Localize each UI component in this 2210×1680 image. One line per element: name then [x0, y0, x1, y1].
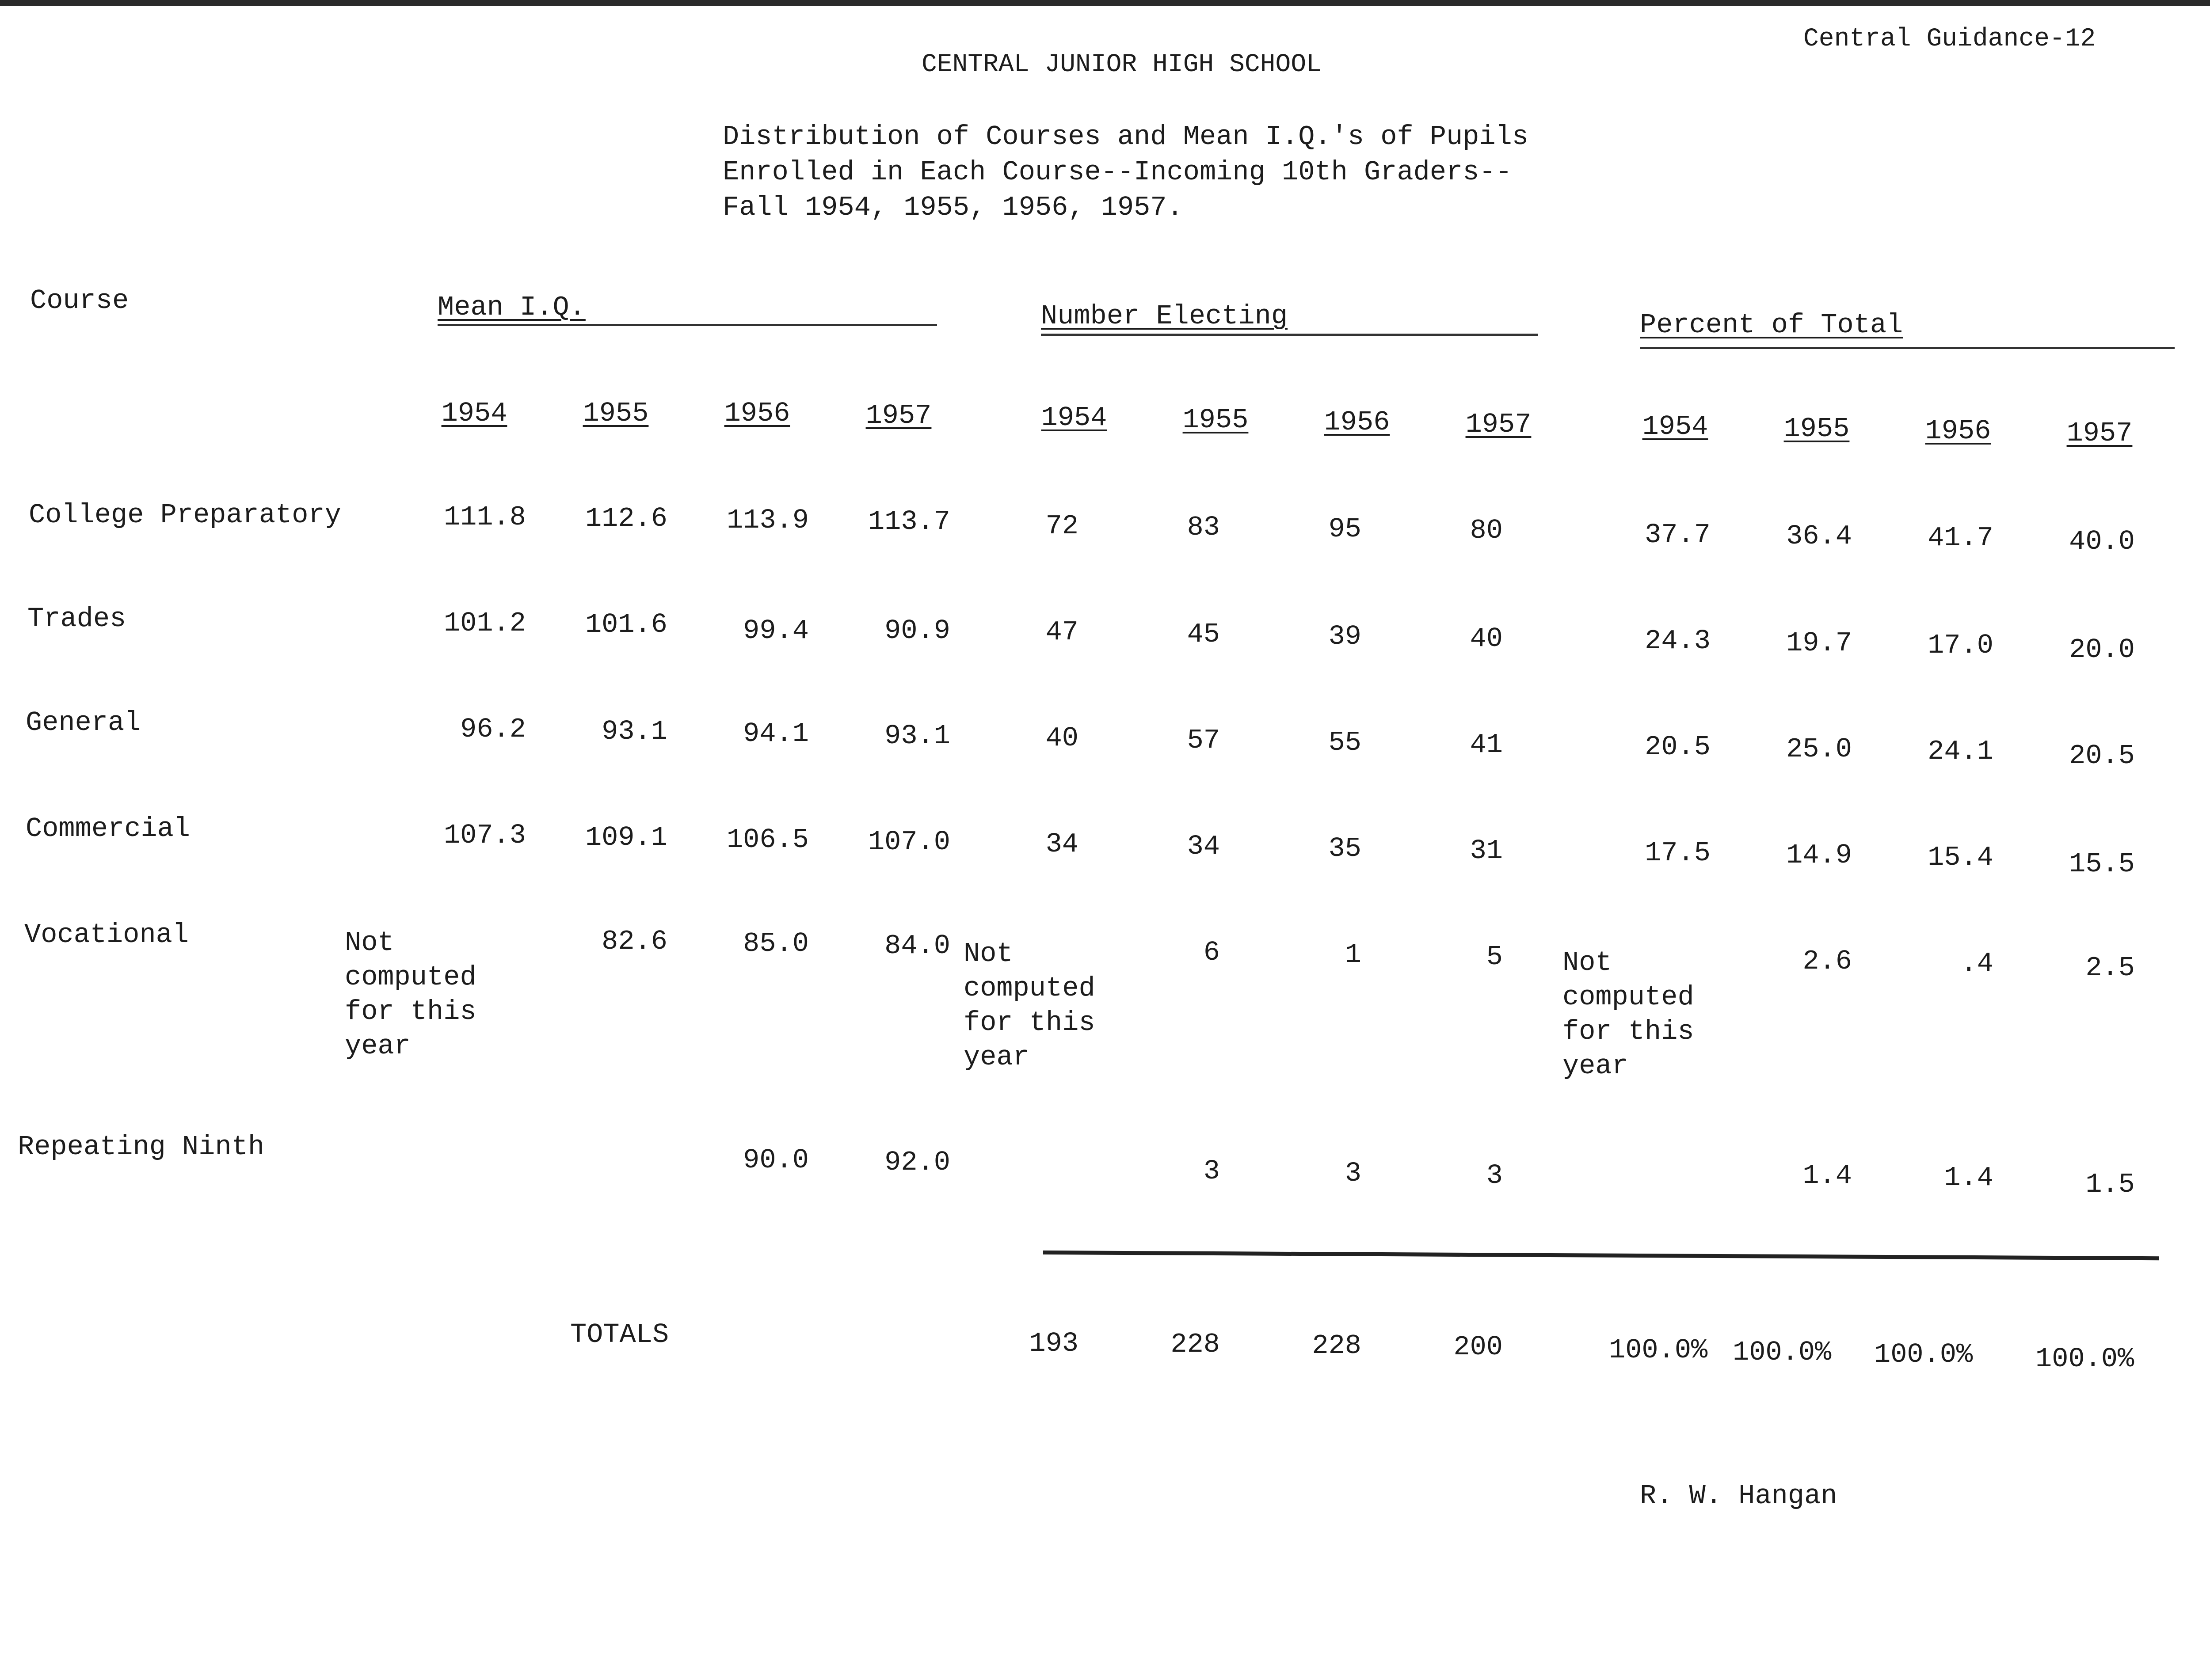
pct-cell: 41.7: [1928, 522, 1993, 554]
num-cell: 72: [1045, 510, 1078, 542]
iq-cell: 113.7: [868, 506, 950, 537]
iq-cell: 90.0: [743, 1144, 809, 1176]
pct-cell: 17.0: [1928, 630, 1993, 661]
pct-cell: 2.5: [2085, 952, 2135, 984]
num-cell: 31: [1470, 835, 1503, 867]
iq-cell: 90.9: [884, 615, 950, 646]
pct-cell: 15.4: [1928, 842, 1993, 873]
pct-cell: 25.0: [1786, 734, 1852, 765]
year-header-iq-1957: 1957: [865, 400, 932, 431]
pct-cell: 15.5: [2069, 848, 2135, 880]
iq-cell: 112.6: [585, 503, 667, 534]
not-computed-note-num: Not computed for this year: [964, 938, 1095, 1073]
pct-cell: 37.7: [1645, 519, 1711, 551]
year-header-num-1957: 1957: [1465, 409, 1532, 440]
pct-cell: 24.3: [1645, 625, 1711, 657]
course-header: Course: [30, 285, 129, 316]
num-cell: 83: [1187, 512, 1220, 543]
year-header-num-1955: 1955: [1182, 404, 1249, 436]
year-header-pct-1955: 1955: [1783, 413, 1850, 445]
total-num-cell: 193: [1029, 1328, 1078, 1359]
pct-cell: 1.5: [2085, 1169, 2135, 1200]
course-label: Vocational: [24, 919, 189, 950]
num-cell: 40: [1045, 722, 1078, 754]
title-line-1: Distribution of Courses and Mean I.Q.'s of Pupils: [723, 121, 1529, 152]
total-num-cell: 228: [1170, 1329, 1220, 1360]
iq-cell: 94.1: [743, 718, 809, 749]
num-cell: 34: [1187, 831, 1220, 862]
num-cell: 34: [1045, 829, 1078, 860]
group-rule-mean-iq: [438, 324, 937, 326]
course-label: Trades: [27, 603, 126, 635]
iq-cell: 107.3: [443, 820, 526, 851]
iq-cell: 84.0: [884, 930, 950, 962]
pct-cell: .4: [1960, 948, 1993, 979]
group-rule-number-electing: [1041, 334, 1538, 336]
pct-cell: 20.0: [2069, 634, 2135, 665]
year-header-iq-1954: 1954: [441, 398, 507, 429]
iq-cell: 85.0: [743, 928, 809, 959]
num-cell: 5: [1486, 941, 1503, 973]
totals-rule: [1043, 1250, 2159, 1260]
num-cell: 3: [1203, 1155, 1220, 1187]
course-label: Repeating Ninth: [18, 1131, 265, 1163]
year-header-num-1956: 1956: [1324, 407, 1390, 438]
pct-cell: 36.4: [1786, 521, 1852, 552]
pct-cell: 20.5: [1645, 731, 1711, 763]
iq-cell: 107.0: [868, 826, 950, 858]
course-label: College Preparatory: [29, 499, 341, 531]
course-label: General: [26, 707, 141, 738]
num-cell: 41: [1470, 729, 1503, 760]
year-header-iq-1955: 1955: [583, 398, 649, 429]
iq-cell: 113.9: [726, 505, 809, 536]
scan-top-edge: [0, 0, 2210, 6]
pct-cell: 14.9: [1786, 840, 1852, 871]
group-rule-percent-total: [1640, 347, 2175, 349]
total-pct-cell: 100.0%: [1874, 1339, 1973, 1370]
not-computed-note-iq: Not computed for this year: [345, 927, 476, 1062]
total-num-cell: 228: [1312, 1330, 1361, 1361]
course-label: Commercial: [26, 813, 191, 844]
pct-cell: 19.7: [1786, 627, 1852, 659]
pct-cell: 20.5: [2069, 740, 2135, 772]
num-cell: 39: [1328, 621, 1361, 652]
num-cell: 47: [1045, 616, 1078, 648]
group-header-percent-total: Percent of Total: [1640, 309, 1903, 341]
total-pct-cell: 100.0%: [1733, 1337, 1832, 1368]
iq-cell: 82.6: [602, 926, 667, 957]
signature-name: R. W. Hangan: [1640, 1480, 1837, 1512]
school-name: CENTRAL JUNIOR HIGH SCHOOL: [922, 50, 1322, 79]
num-cell: 3: [1486, 1160, 1503, 1191]
total-num-cell: 200: [1453, 1331, 1503, 1363]
iq-cell: 93.1: [884, 720, 950, 752]
document-reference: Central Guidance-12: [1803, 25, 2096, 53]
num-cell: 40: [1470, 623, 1503, 654]
group-header-mean-iq: Mean I.Q.: [438, 292, 586, 323]
num-cell: 55: [1328, 727, 1361, 758]
pct-cell: 17.5: [1645, 837, 1711, 869]
num-cell: 6: [1203, 937, 1220, 968]
num-cell: 80: [1470, 515, 1503, 546]
iq-cell: 101.2: [443, 608, 526, 639]
total-pct-cell: 100.0%: [1609, 1334, 1708, 1366]
iq-cell: 111.8: [443, 502, 526, 533]
year-header-pct-1957: 1957: [2066, 418, 2133, 449]
num-cell: 95: [1328, 513, 1361, 545]
group-header-number-electing: Number Electing: [1041, 300, 1288, 332]
year-header-pct-1956: 1956: [1925, 415, 1991, 447]
pct-cell: 1.4: [1802, 1160, 1852, 1191]
not-computed-note-pct: Not computed for this year: [1562, 947, 1694, 1082]
year-header-iq-1956: 1956: [724, 398, 790, 429]
title-line-2: Enrolled in Each Course--Incoming 10th Graders--: [723, 156, 1512, 188]
total-pct-cell: 100.0%: [2035, 1343, 2134, 1375]
iq-cell: 106.5: [726, 824, 809, 855]
iq-cell: 93.1: [602, 716, 667, 747]
num-cell: 1: [1345, 939, 1361, 970]
iq-cell: 99.4: [743, 615, 809, 646]
num-cell: 57: [1187, 725, 1220, 756]
iq-cell: 109.1: [585, 822, 667, 853]
title-line-3: Fall 1954, 1955, 1956, 1957.: [723, 192, 1183, 223]
pct-cell: 24.1: [1928, 736, 1993, 767]
iq-cell: 92.0: [884, 1147, 950, 1178]
pct-cell: 40.0: [2069, 526, 2135, 557]
pct-cell: 2.6: [1802, 946, 1852, 977]
year-header-pct-1954: 1954: [1642, 411, 1708, 442]
year-header-num-1954: 1954: [1041, 402, 1107, 433]
pct-cell: 1.4: [1944, 1162, 1993, 1193]
iq-cell: 101.6: [585, 609, 667, 640]
num-cell: 3: [1345, 1158, 1361, 1189]
totals-label: TOTALS: [570, 1319, 669, 1350]
iq-cell: 96.2: [460, 714, 526, 745]
num-cell: 35: [1328, 833, 1361, 864]
num-cell: 45: [1187, 619, 1220, 650]
